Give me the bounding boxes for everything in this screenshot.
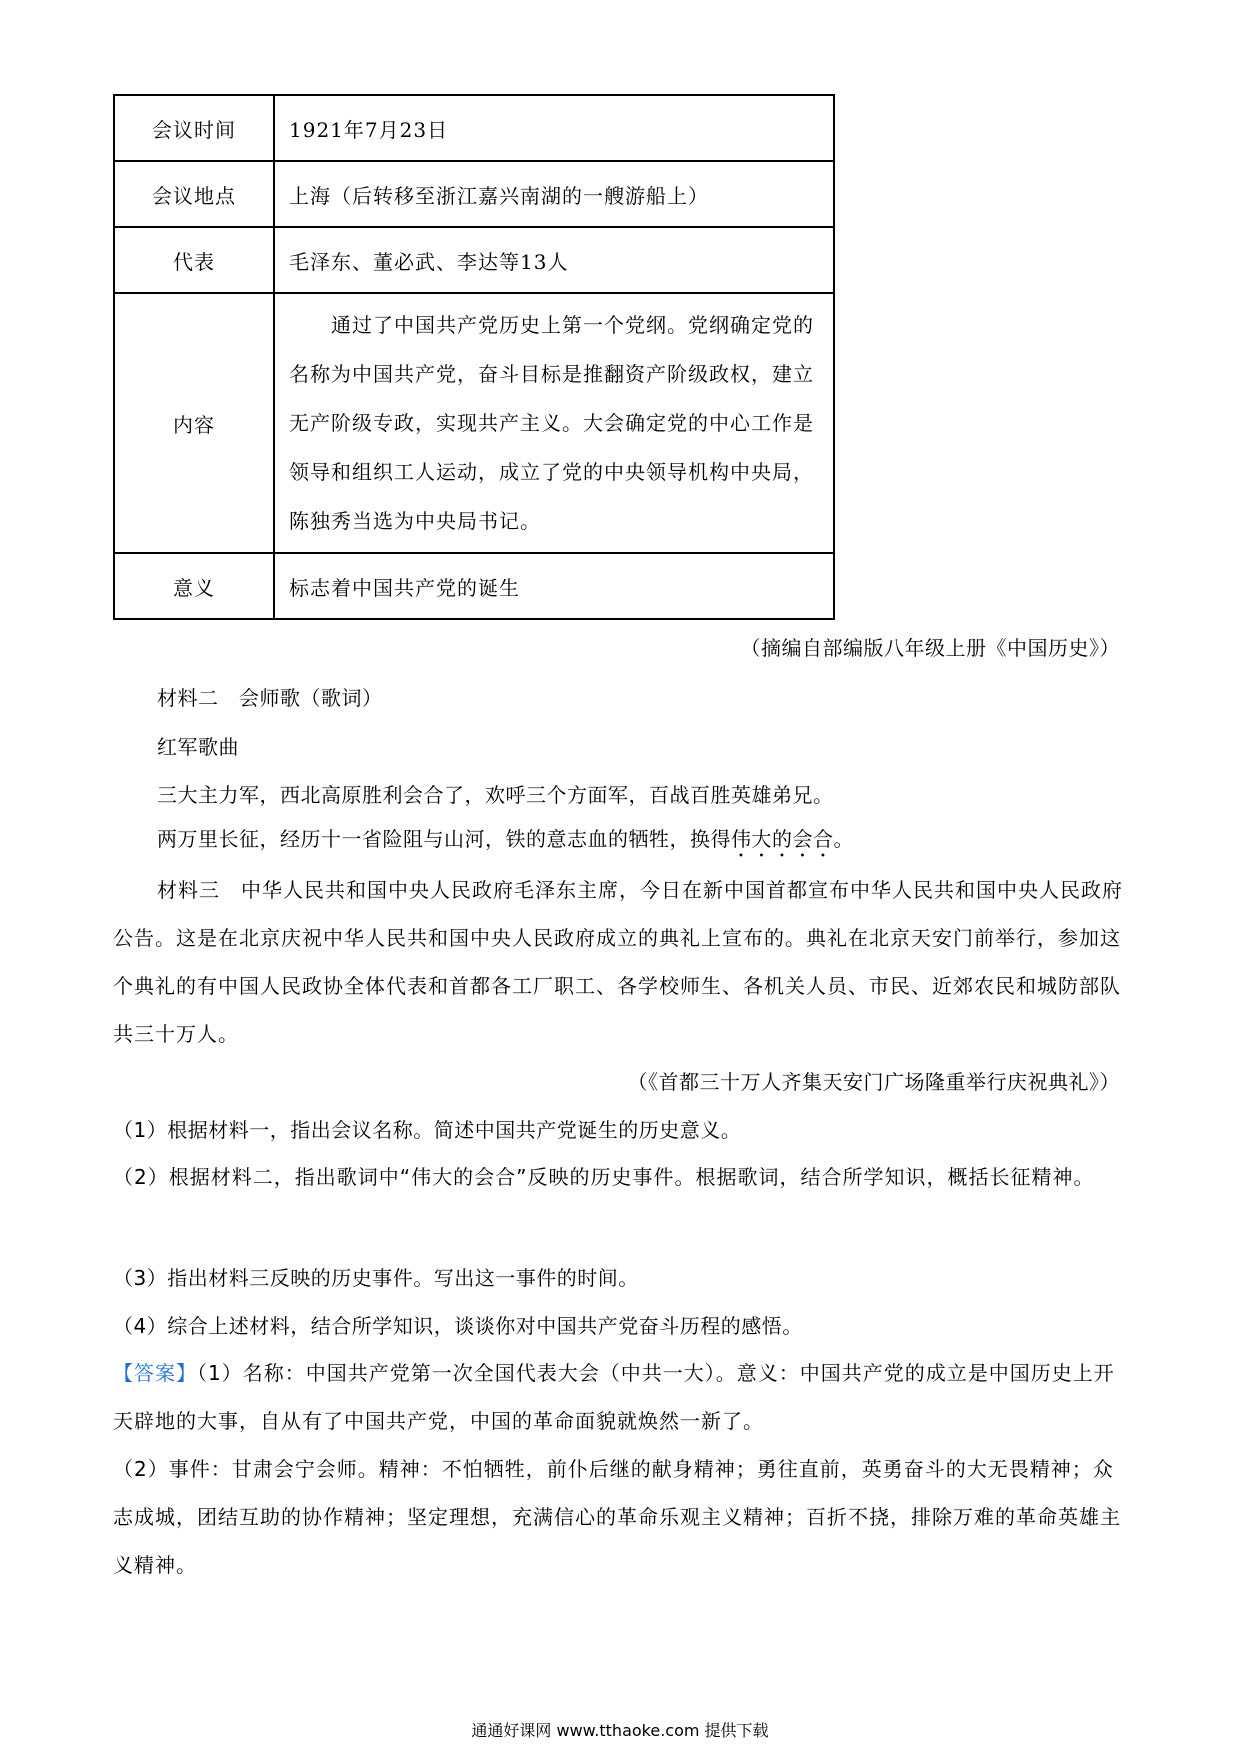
lyric-line-1: 三大主力军，西北高原胜利会合了，欢呼三个方面军，百战百胜英雄弟兄。 xyxy=(157,783,834,807)
material2-heading: 材料二 会师歌（歌词） xyxy=(157,686,383,710)
table-row xyxy=(114,293,834,553)
source-citation-3: （《首都三十万人齐集天安门广场隆重举行庆祝典礼》） xyxy=(627,1070,1120,1094)
source-citation-1: （摘编自部编版八年级上册《中国历史》） xyxy=(740,636,1120,660)
table-key-cell: 内容 xyxy=(114,293,274,553)
table-value-cell: 上海（后转移至浙江嘉兴南湖的一艘游船上） xyxy=(274,161,834,227)
table-key-cell: 代表 xyxy=(114,227,274,293)
answer-tag: 【答案】 xyxy=(113,1361,197,1385)
lyric-line-2-prefix: 两万里长征，经历十一省险阻与山河，铁的意志血的牺牲，换得 xyxy=(157,827,731,851)
table-key-cell: 会议地点 xyxy=(114,161,274,227)
question-1: （1）根据材料一，指出会议名称。简述中国共产党诞生的历史意义。 xyxy=(113,1118,742,1142)
question-2: （2）根据材料二，指出歌词中“伟大的会合”反映的历史事件。根据歌词，结合所学知识，概括长征精神。 xyxy=(113,1165,1095,1189)
table-row xyxy=(114,95,834,161)
table-row xyxy=(114,227,834,293)
table-row xyxy=(114,553,834,619)
answer-1 xyxy=(113,1349,1123,1445)
lyric-emphasis: 伟大的会合 xyxy=(731,827,834,851)
answer-2: （2）事件：甘肃会宁会师。精神：不怕牺牲，前仆后继的献身精神；勇往直前，英勇奋斗的大无畏精神；众志成城，团结互助的协作精神；坚定理想，充满信心的革命乐观主义精神；百折不挠，排除万难的革命英雄主义精神。 xyxy=(113,1457,1121,1577)
table-key-cell: 意义 xyxy=(114,553,274,619)
question-3: （3）指出材料三反映的历史事件。写出这一事件的时间。 xyxy=(113,1266,639,1290)
table-key-cell: 会议时间 xyxy=(114,95,274,161)
meeting-content-text: 通过了中国共产党历史上第一个党纲。党纲确定党的名称为中国共产党，奋斗目标是推翻资产阶级政权，建立无产阶级专政，实现共产主义。大会确定党的中心工作是领导和组织工人运动，成立了党的中央领导机构中央局，陈独秀当选为中央局书记。 xyxy=(289,312,814,533)
meeting-info-table xyxy=(113,94,835,620)
table-value-cell: 标志着中国共产党的诞生 xyxy=(274,553,834,619)
material2-subheading: 红军歌曲 xyxy=(157,735,239,759)
question-4: （4）综合上述材料，结合所学知识，谈谈你对中国共产党奋斗历程的感悟。 xyxy=(113,1314,803,1338)
lyric-line-2-suffix: 。 xyxy=(833,827,854,851)
footer-text: 通通好课网 www.tthaoke.com 提供下载 xyxy=(471,1721,769,1740)
table-value-cell: 1921年7月23日 xyxy=(274,95,834,161)
lyric-line-2 xyxy=(157,823,854,862)
answer-1-text: （1）名称：中国共产党第一次全国代表大会（中共一大）。意义：中国共产党的成立是中国历史上开天辟地的大事，自从有了中国共产党，中国的革命面貌就焕然一新了。 xyxy=(113,1361,1115,1433)
table-value-cell: 毛泽东、董必武、李达等13人 xyxy=(274,227,834,293)
material3-paragraph: 材料三 中华人民共和国中央人民政府毛泽东主席，今日在新中国首都宣布中华人民共和国中央人民政府公告。这是在北京庆祝中华人民共和国中央人民政府成立的典礼上宣布的。典礼在北京天安门前举行，参加这个典礼的有中国人民政协全体代表和首都各工厂职工、各学校师生、各机关人员、市民、近郊农民和城防部队共三十万人。 xyxy=(113,878,1123,1046)
table-value-cell xyxy=(274,293,834,553)
table-row xyxy=(114,161,834,227)
